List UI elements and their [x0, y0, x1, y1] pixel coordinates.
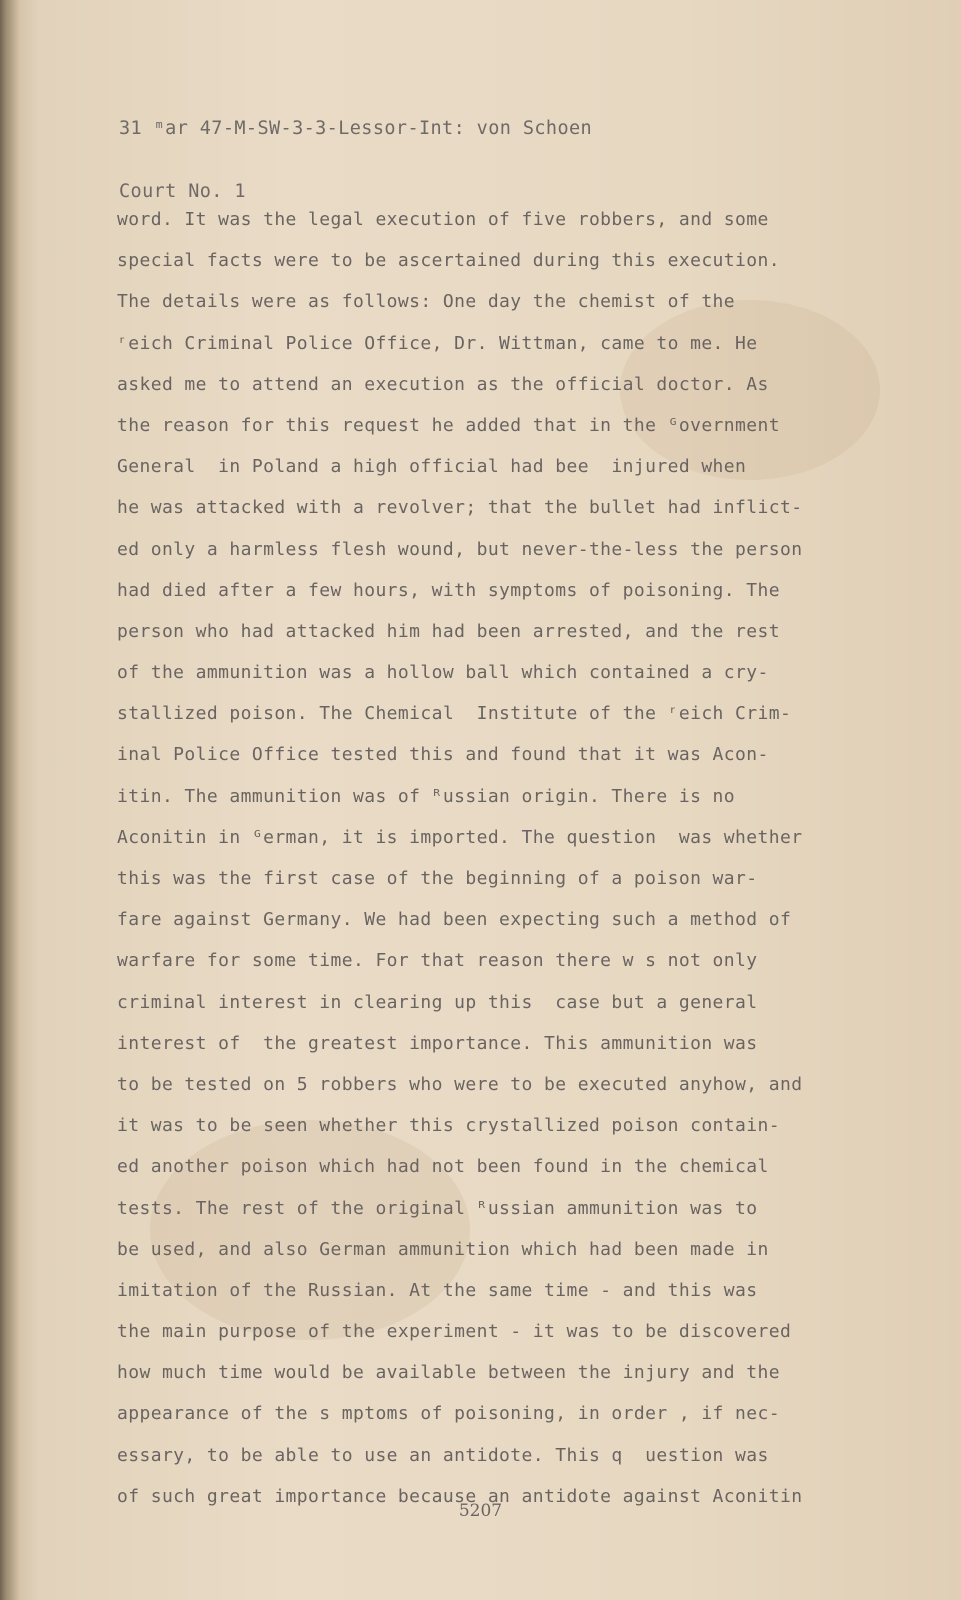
text-line: criminal interest in clearing up this case but a general — [117, 991, 758, 1013]
text-line: itin. The ammunition was of ᴿussian origin. There is no — [117, 785, 736, 807]
text-line: how much time would be available between the injury and the — [117, 1362, 780, 1384]
text-line: had died after a few hours, with symptoms of poisoning. The — [117, 579, 780, 601]
text-line: person who had attacked him had been arrested, and the rest — [117, 620, 780, 642]
header-court-line: Court No. 1 — [119, 181, 246, 202]
text-line: ed only a harmless flesh wound, but never-the-less the person — [117, 538, 803, 560]
text-line: of the ammunition was a hollow ball which contained a cry- — [117, 662, 769, 684]
text-line: ed another poison which had not been found in the chemical — [117, 1156, 769, 1178]
text-line: be used, and also German ammunition which had been made in — [117, 1238, 769, 1260]
header-reference-line: 31 ᵐar 47-M-SW-3-3-Lessor-Int: von Schoen — [119, 118, 593, 139]
page-left-edge — [0, 0, 20, 1600]
text-line: fare against Germany. We had been expecting such a method of — [117, 909, 792, 931]
text-line: The details were as follows: One day the chemist of the — [117, 291, 736, 313]
text-line: the main purpose of the experiment - it was to be discovered — [117, 1321, 792, 1343]
text-line: appearance of the s mptoms of poisoning, in order , if nec- — [117, 1403, 780, 1425]
text-line: interest of the greatest importance. This ammunition was — [117, 1032, 758, 1054]
text-line: word. It was the legal execution of five robbers, and some — [117, 209, 769, 230]
text-line: inal Police Office tested this and found that it was Acon- — [117, 744, 769, 766]
text-line: General in Poland a high official had bee injured when — [117, 456, 747, 478]
text-line: of such great importance because an antidote against Aconitin — [117, 1485, 803, 1507]
text-line: warfare for some time. For that reason there w s not only — [117, 950, 758, 972]
text-line: he was attacked with a revolver; that the bullet had inflict- — [117, 497, 803, 519]
text-line: the reason for this request he added that in the ᴳovernment — [117, 414, 780, 436]
text-line: ʳeich Criminal Police Office, Dr. Wittman, came to me. He — [117, 332, 758, 354]
page-number: 5207 — [458, 1501, 503, 1521]
text-line: to be tested on 5 robbers who were to be executed anyhow, and — [117, 1073, 803, 1095]
text-line: imitation of the Russian. At the same time - and this was — [117, 1279, 758, 1301]
text-line: stallized poison. The Chemical Institute of the ʳeich Crim- — [117, 703, 792, 725]
text-line: this was the first case of the beginning of a poison war- — [117, 868, 758, 889]
text-line: tests. The rest of the original ᴿussian ammunition was to — [117, 1197, 758, 1219]
text-line: Aconitin in ᴳerman, it is imported. The question was whether — [117, 826, 803, 848]
text-line: essary, to be able to use an antidote. This q uestion was — [117, 1444, 769, 1466]
text-line: it was to be seen whether this crystallized poison contain- — [117, 1115, 780, 1137]
text-line: asked me to attend an execution as the official doctor. As — [117, 373, 769, 395]
text-line: special facts were to be ascertained during this execution. — [117, 250, 780, 272]
transcript-body — [117, 199, 947, 1517]
